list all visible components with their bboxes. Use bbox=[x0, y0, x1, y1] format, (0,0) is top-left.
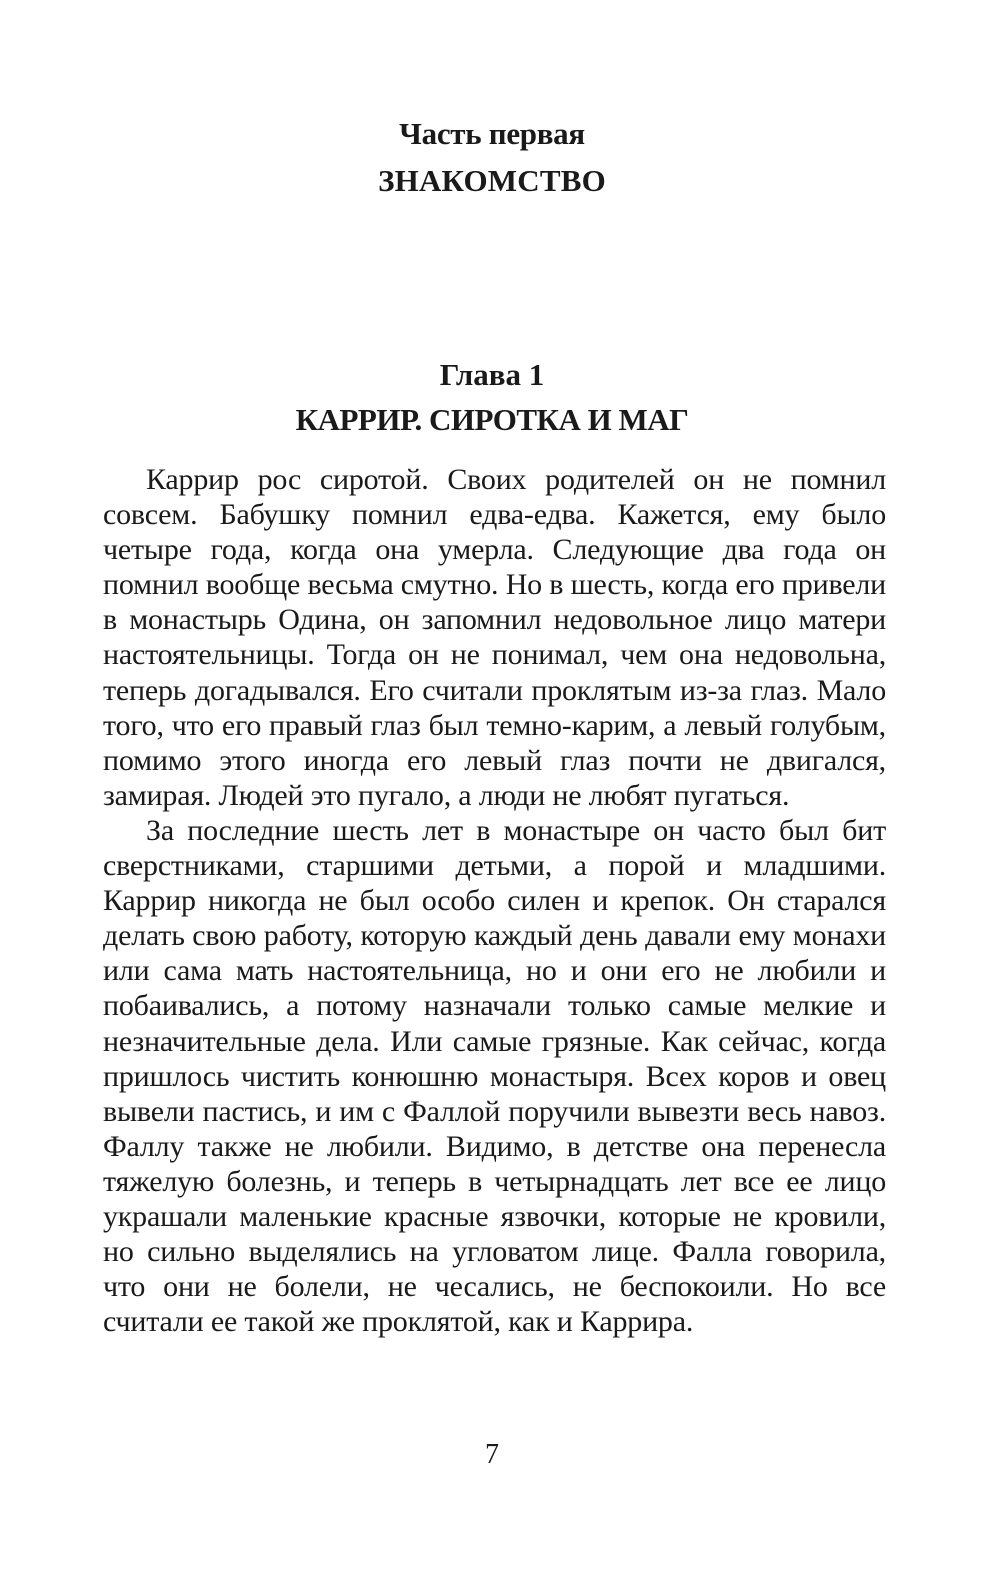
chapter-body bbox=[103, 462, 886, 1339]
chapter-label: Глава 1 bbox=[439, 357, 545, 392]
paragraph: За последние шесть лет в монастыре он часто был бит сверстниками, старшими детьми, а порой и младшими. Каррир никогда не был особо силен и крепок. Он старался делать свою работу, которую каждый день давали ему монахи или сама мать настоятельница, но и они его не любили и побаивались, а потому назначали только самые мелкие и незначительные дела. Или самые грязные. Как сейчас, когда пришлось чистить конюшню монастыря. Всех коров и овец вывели пастись, и им с Фаллой поручили вывезти весь навоз. Фаллу также не любили. Видимо, в детстве она перенесла тяжелую болезнь, и теперь в четырнадцать лет все ее лицо украшали маленькие красные язвочки, которые не кровили, но сильно выделялись на угловатом лице. Фалла говорила, что они не болели, не чесались, не беспокоили. Но все считали ее такой же проклятой, как и Каррира. bbox=[103, 813, 886, 1339]
paragraph: Каррир рос сиротой. Своих родителей он не помнил совсем. Бабушку помнил едва-едва. Кажется, ему было четыре года, когда она умерла. Следующие два года он помнил вообще весьма смутно. Но в шесть, когда его привели в монастырь Одина, он запомнил недовольное лицо матери настоятельницы. Тогда он не понимал, чем она недовольна, теперь догадывался. Его считали проклятым из-за глаз. Мало того, что его правый глаз был темно-карим, а левый голубым, помимо этого иногда его левый глаз почти не двигался, замирая. Людей это пугало, а люди не любят пугаться. bbox=[103, 463, 886, 812]
part-title: ЗНАКОМСТВО bbox=[378, 163, 606, 198]
chapter-title: КАРРИР. СИРОТКА И МАГ bbox=[295, 402, 689, 437]
chapter-heading bbox=[0, 353, 984, 443]
part-label: Часть первая bbox=[399, 116, 585, 151]
page-number: 7 bbox=[485, 1439, 499, 1470]
part-heading bbox=[0, 112, 984, 206]
